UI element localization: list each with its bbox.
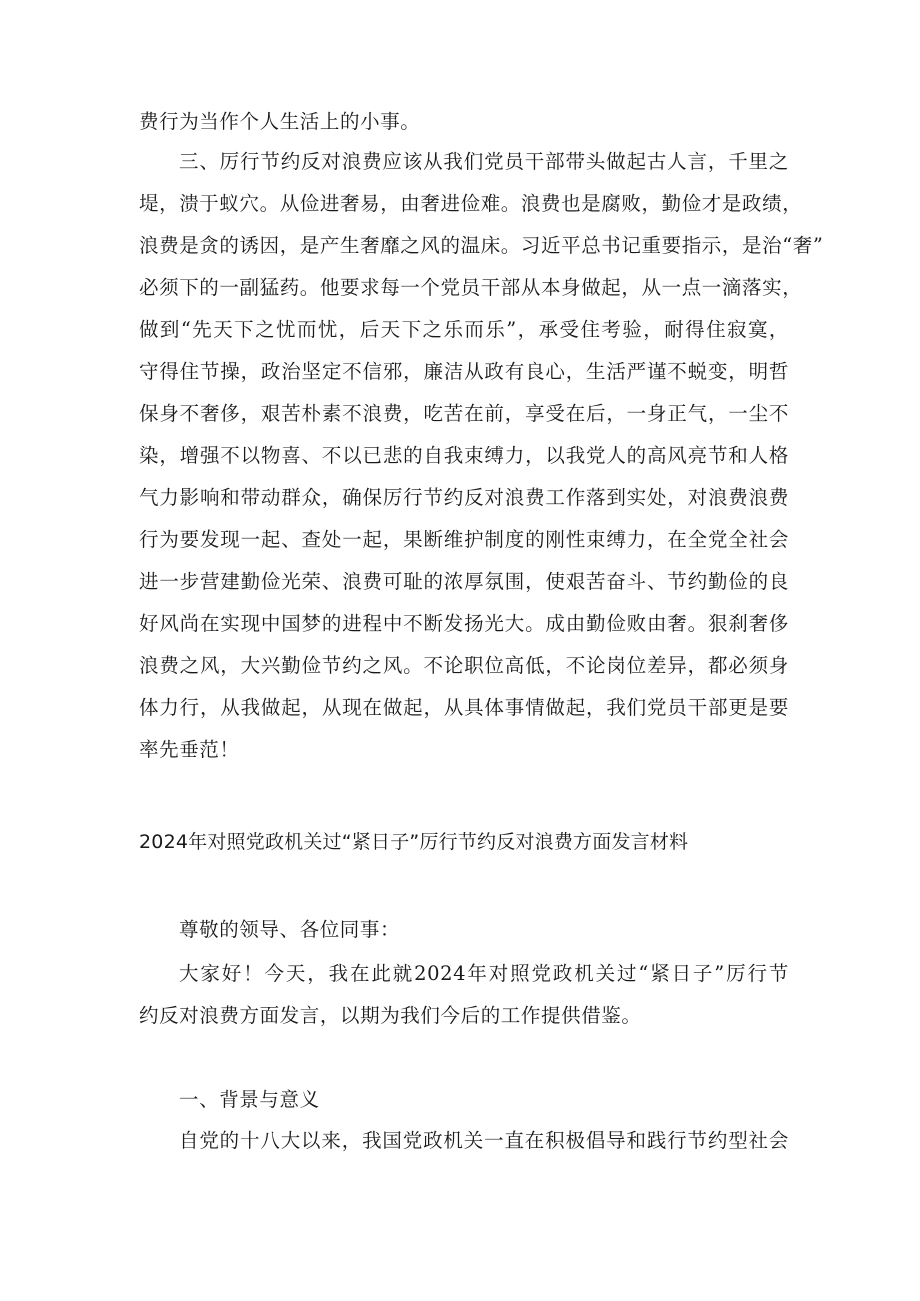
paragraph-line: 气力影响和带动群众，确保厉行节约反对浪费工作落到实处，对浪费浪费 [139,486,789,509]
paragraph-line: 好风尚在实现中国梦的进程中不断发扬光大。成由勤俭败由奢。狠刹奢侈 [139,612,789,635]
intro-line: 大家好！今天，我在此就2024年对照党政机关过“紧日子”厉行节 [179,962,789,985]
paragraph-line: 费行为当作个人生活上的小事。 [139,110,421,133]
paragraph-line: 堤，溃于蚁穴。从俭进奢易，由奢进俭难。浪费也是腐败，勤俭才是政绩， [139,192,803,215]
paragraph-line: 自党的十八大以来，我国党政机关一直在积极倡导和践行节约型社会 [179,1129,789,1152]
greeting: 尊敬的领导、各位同事： [179,918,401,941]
section-heading: 一、背景与意义 [179,1088,320,1111]
paragraph-line: 进一步营建勤俭光荣、浪费可耻的浓厚氛围，使艰苦奋斗、节约勤俭的良 [139,570,789,593]
section-heading-line: 三、厉行节约反对浪费应该从我们党员干部带头做起古人言，千里之 [179,150,789,173]
document-title: 2024年对照党政机关过“紧日子”厉行节约反对浪费方面发言材料 [139,831,689,853]
paragraph-line: 行为要发现一起、查处一起，果断维护制度的刚性束缚力，在全党全社会 [139,528,789,551]
paragraph-line: 率先垂范！ [139,738,240,761]
paragraph-line: 染，增强不以物喜、不以已悲的自我束缚力，以我党人的高风亮节和人格 [139,444,789,467]
paragraph-line: 保身不奢侈，艰苦朴素不浪费，吃苦在前，享受在后，一身正气，一尘不 [139,402,789,425]
paragraph-line: 浪费是贪的诱因，是产生奢靡之风的温床。习近平总书记重要指示，是治“奢” [139,234,824,257]
intro-line: 约反对浪费方面发言，以期为我们今后的工作提供借鉴。 [139,1004,642,1027]
paragraph-line: 守得住节操，政治坚定不信邪，廉洁从政有良心，生活严谨不蜕变，明哲 [139,360,789,383]
paragraph-line: 体力行，从我做起，从现在做起，从具体事情做起，我们党员干部更是要 [139,696,789,719]
paragraph-line: 做到“先天下之忧而忧，后天下之乐而乐”，承受住考验，耐得住寂寞， [139,318,789,341]
paragraph-line: 必须下的一副猛药。他要求每一个党员干部从本身做起，从一点一滴落实， [139,276,803,299]
paragraph-line: 浪费之风，大兴勤俭节约之风。不论职位高低，不论岗位差异，都必须身 [139,654,789,677]
